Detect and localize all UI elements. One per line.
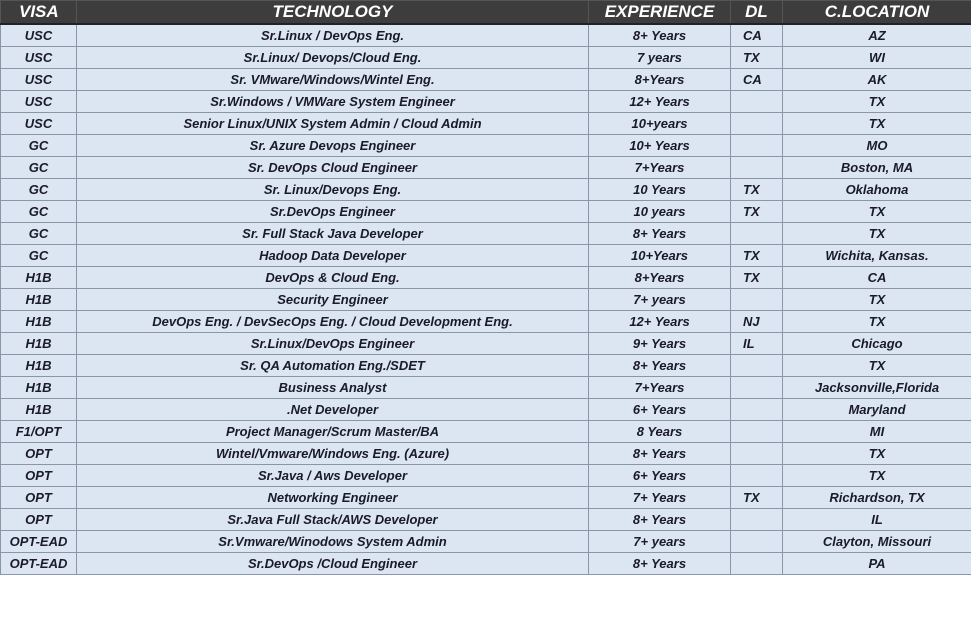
cell-dl: TX xyxy=(731,487,783,509)
table-row xyxy=(1,113,971,135)
cell-location: MI xyxy=(783,421,971,443)
cell-dl xyxy=(731,135,783,157)
cell-dl xyxy=(731,355,783,377)
cell-visa: OPT-EAD xyxy=(1,531,77,553)
cell-technology: .Net Developer xyxy=(77,399,589,421)
table-row xyxy=(1,223,971,245)
cell-dl: TX xyxy=(731,245,783,267)
cell-dl: TX xyxy=(731,47,783,69)
cell-experience: 10+Years xyxy=(589,245,731,267)
cell-visa: H1B xyxy=(1,399,77,421)
cell-visa: USC xyxy=(1,24,77,47)
header-visa: VISA xyxy=(1,1,77,25)
cell-experience: 12+ Years xyxy=(589,91,731,113)
table-row xyxy=(1,69,971,91)
table-row xyxy=(1,377,971,399)
cell-location: MO xyxy=(783,135,971,157)
cell-visa: OPT-EAD xyxy=(1,553,77,575)
cell-location: Boston, MA xyxy=(783,157,971,179)
cell-experience: 9+ Years xyxy=(589,333,731,355)
cell-experience: 7+Years xyxy=(589,157,731,179)
cell-location: TX xyxy=(783,223,971,245)
cell-technology: Sr. QA Automation Eng./SDET xyxy=(77,355,589,377)
cell-experience: 10 Years xyxy=(589,179,731,201)
cell-location: TX xyxy=(783,465,971,487)
cell-technology: Security Engineer xyxy=(77,289,589,311)
table-row xyxy=(1,157,971,179)
cell-location: AZ xyxy=(783,24,971,47)
table-row xyxy=(1,135,971,157)
cell-technology: Sr.Java / Aws Developer xyxy=(77,465,589,487)
cell-dl xyxy=(731,443,783,465)
table-row xyxy=(1,333,971,355)
cell-dl xyxy=(731,289,783,311)
cell-visa: F1/OPT xyxy=(1,421,77,443)
cell-technology: Sr.Vmware/Winodows System Admin xyxy=(77,531,589,553)
cell-experience: 8+ Years xyxy=(589,443,731,465)
cell-experience: 8+Years xyxy=(589,267,731,289)
cell-dl xyxy=(731,531,783,553)
table-row xyxy=(1,355,971,377)
cell-location: Chicago xyxy=(783,333,971,355)
cell-technology: Sr.Linux / DevOps Eng. xyxy=(77,24,589,47)
cell-experience: 7+ years xyxy=(589,289,731,311)
cell-technology: DevOps Eng. / DevSecOps Eng. / Cloud Development Eng. xyxy=(77,311,589,333)
cell-technology: Wintel/Vmware/Windows Eng. (Azure) xyxy=(77,443,589,465)
cell-location: WI xyxy=(783,47,971,69)
cell-technology: Sr. Azure Devops Engineer xyxy=(77,135,589,157)
table-row xyxy=(1,311,971,333)
cell-location: AK xyxy=(783,69,971,91)
cell-location: TX xyxy=(783,91,971,113)
cell-location: TX xyxy=(783,355,971,377)
cell-experience: 10+ Years xyxy=(589,135,731,157)
table-row xyxy=(1,245,971,267)
table-row xyxy=(1,553,971,575)
cell-technology: Business Analyst xyxy=(77,377,589,399)
cell-dl: TX xyxy=(731,267,783,289)
cell-experience: 8+ Years xyxy=(589,223,731,245)
cell-dl xyxy=(731,113,783,135)
cell-dl xyxy=(731,91,783,113)
cell-visa: H1B xyxy=(1,377,77,399)
table-row xyxy=(1,399,971,421)
cell-technology: Project Manager/Scrum Master/BA xyxy=(77,421,589,443)
cell-dl: CA xyxy=(731,24,783,47)
cell-technology: Sr. Linux/Devops Eng. xyxy=(77,179,589,201)
table-row xyxy=(1,47,971,69)
table-row xyxy=(1,421,971,443)
cell-visa: H1B xyxy=(1,333,77,355)
cell-dl: TX xyxy=(731,201,783,223)
cell-technology: Sr.DevOps /Cloud Engineer xyxy=(77,553,589,575)
cell-visa: H1B xyxy=(1,311,77,333)
cell-visa: OPT xyxy=(1,443,77,465)
cell-location: CA xyxy=(783,267,971,289)
table-row xyxy=(1,24,971,47)
cell-visa: H1B xyxy=(1,355,77,377)
cell-dl: NJ xyxy=(731,311,783,333)
cell-visa: GC xyxy=(1,179,77,201)
cell-dl xyxy=(731,399,783,421)
cell-visa: USC xyxy=(1,91,77,113)
cell-experience: 8+ Years xyxy=(589,509,731,531)
cell-technology: Sr.Windows / VMWare System Engineer xyxy=(77,91,589,113)
cell-visa: USC xyxy=(1,47,77,69)
cell-experience: 7+ Years xyxy=(589,487,731,509)
cell-visa: OPT xyxy=(1,465,77,487)
cell-dl xyxy=(731,157,783,179)
cell-location: TX xyxy=(783,443,971,465)
table-row xyxy=(1,509,971,531)
cell-location: Wichita, Kansas. xyxy=(783,245,971,267)
cell-dl xyxy=(731,377,783,399)
cell-technology: Senior Linux/UNIX System Admin / Cloud Admin xyxy=(77,113,589,135)
cell-dl xyxy=(731,421,783,443)
cell-technology: Sr. VMware/Windows/Wintel Eng. xyxy=(77,69,589,91)
cell-experience: 8+Years xyxy=(589,69,731,91)
cell-technology: Sr.Java Full Stack/AWS Developer xyxy=(77,509,589,531)
cell-experience: 8+ Years xyxy=(589,24,731,47)
header-technology: TECHNOLOGY xyxy=(77,1,589,25)
cell-experience: 8 Years xyxy=(589,421,731,443)
table-header xyxy=(1,1,971,25)
cell-dl: TX xyxy=(731,179,783,201)
cell-experience: 8+ Years xyxy=(589,355,731,377)
cell-visa: H1B xyxy=(1,289,77,311)
cell-visa: USC xyxy=(1,113,77,135)
cell-experience: 7+ years xyxy=(589,531,731,553)
cell-dl: IL xyxy=(731,333,783,355)
cell-location: Oklahoma xyxy=(783,179,971,201)
cell-visa: GC xyxy=(1,201,77,223)
cell-dl xyxy=(731,509,783,531)
cell-location: TX xyxy=(783,113,971,135)
cell-dl xyxy=(731,553,783,575)
cell-visa: GC xyxy=(1,157,77,179)
header-row xyxy=(1,1,971,25)
table-row xyxy=(1,201,971,223)
cell-visa: GC xyxy=(1,135,77,157)
cell-experience: 7 years xyxy=(589,47,731,69)
cell-dl: CA xyxy=(731,69,783,91)
cell-location: TX xyxy=(783,311,971,333)
cell-dl xyxy=(731,223,783,245)
table-row xyxy=(1,531,971,553)
header-experience: EXPERIENCE xyxy=(589,1,731,25)
cell-technology: Sr. Full Stack Java Developer xyxy=(77,223,589,245)
cell-location: Jacksonville,Florida xyxy=(783,377,971,399)
table-row xyxy=(1,179,971,201)
cell-visa: GC xyxy=(1,245,77,267)
cell-technology: Hadoop Data Developer xyxy=(77,245,589,267)
table-row xyxy=(1,91,971,113)
table-row xyxy=(1,465,971,487)
cell-location: TX xyxy=(783,201,971,223)
cell-technology: Sr.Linux/ Devops/Cloud Eng. xyxy=(77,47,589,69)
cell-experience: 10+years xyxy=(589,113,731,135)
table-body xyxy=(1,24,971,575)
cell-visa: GC xyxy=(1,223,77,245)
table-row xyxy=(1,267,971,289)
table-row xyxy=(1,487,971,509)
cell-experience: 10 years xyxy=(589,201,731,223)
cell-location: Clayton, Missouri xyxy=(783,531,971,553)
header-dl: DL xyxy=(731,1,783,25)
header-location: C.LOCATION xyxy=(783,1,971,25)
cell-location: Richardson, TX xyxy=(783,487,971,509)
cell-visa: OPT xyxy=(1,509,77,531)
cell-location: TX xyxy=(783,289,971,311)
cell-technology: Sr.DevOps Engineer xyxy=(77,201,589,223)
cell-location: PA xyxy=(783,553,971,575)
cell-technology: Networking Engineer xyxy=(77,487,589,509)
cell-location: Maryland xyxy=(783,399,971,421)
cell-experience: 6+ Years xyxy=(589,399,731,421)
cell-dl xyxy=(731,465,783,487)
cell-technology: DevOps & Cloud Eng. xyxy=(77,267,589,289)
cell-visa: H1B xyxy=(1,267,77,289)
cell-visa: USC xyxy=(1,69,77,91)
cell-experience: 12+ Years xyxy=(589,311,731,333)
cell-technology: Sr. DevOps Cloud Engineer xyxy=(77,157,589,179)
table-row xyxy=(1,289,971,311)
cell-technology: Sr.Linux/DevOps Engineer xyxy=(77,333,589,355)
cell-experience: 6+ Years xyxy=(589,465,731,487)
cell-experience: 7+Years xyxy=(589,377,731,399)
cell-location: IL xyxy=(783,509,971,531)
cell-visa: OPT xyxy=(1,487,77,509)
cell-experience: 8+ Years xyxy=(589,553,731,575)
table-row xyxy=(1,443,971,465)
